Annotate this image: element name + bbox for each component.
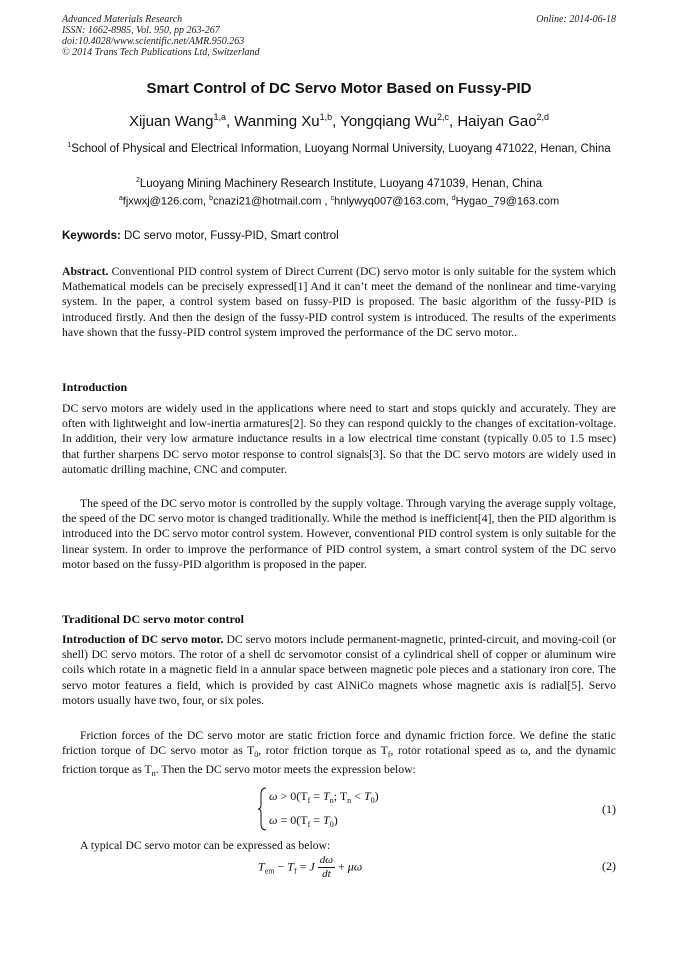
paragraph-text: DC servo motors include permanent-magnetic, printed-circuit, and moving-coil (or shell) DC servo motors. The rotor of a shell dc servomotor consist of a cylindrical shell of copper or aluminum wire coils which rotate in a magnetic field in a annular space between magnetic pole pieces and a stationary iron core. The servo motor features a field, which is provided by cast AlNiCo magnets whose magnetic axis is radial[5]. Servo motors usually have two, four, or six poles. — [62, 633, 616, 707]
equation-1-line-1: $\omega > 0(T_f = T_n$; $T_n < T_0$) — [269, 789, 379, 805]
traditional-paragraph-1 — [62, 632, 616, 708]
section-heading-traditional: Traditional DC servo motor control — [62, 612, 244, 626]
online-date: Online: 2014-06-18 — [536, 14, 616, 25]
affiliation-sup: 2 — [135, 177, 140, 184]
email: cnazi21@hotmail.com — [213, 195, 322, 208]
equation-number: (1) — [602, 802, 616, 816]
journal-doi: doi:10.4028/www.scientific.net/AMR.950.263 — [62, 36, 245, 47]
keywords-text: DC servo motor, Fussy-PID, Smart control — [124, 230, 339, 242]
email-sup: c — [330, 195, 335, 202]
author-sup: 2,c — [436, 112, 449, 122]
affiliation-text: School of Physical and Electrical Information, Luoyang Normal University, Luoyang 471022, Henan, China — [71, 142, 611, 155]
abstract-text: Conventional PID control system of Direct Current (DC) servo motor is only suitable for the system which Mathematical models can be precisely expressed[1] And it can’t meet the demand of the nonlinear and time-varying system. In the paper, a control system based on fussy-PID is proposed. The basic algorithm of the fussy-PID is introduced firstly. And then the design of the fussy-PID control system is introduced. The results of the experiments have shown that the fussy-PID control system improved the performance of the DC servo motor.. — [62, 265, 616, 339]
affiliation-1 — [62, 139, 616, 156]
traditional-paragraph-2 — [62, 728, 616, 782]
subscript: f — [387, 750, 391, 760]
journal-name: Advanced Materials Research — [62, 14, 183, 25]
author-sup: 1,b — [319, 112, 333, 122]
equation-1 — [62, 786, 616, 834]
email-sup: d — [451, 195, 456, 202]
equation-1-line-2: $\omega = 0(T_f = T_0)$ — [269, 813, 338, 829]
journal-issn: ISSN: 1662-8985, Vol. 950, pp 263-267 — [62, 25, 220, 36]
fraction: $\frac{d\omega}{dt}$ — [319, 854, 333, 880]
email: hnlywyq007@163.com — [334, 195, 446, 208]
traditional-paragraph-3: A typical DC servo motor can be expressed as below: — [80, 839, 331, 852]
keywords-label: Keywords: — [62, 230, 121, 242]
abstract — [62, 264, 616, 340]
paragraph-text: . Then the DC servo motor meets the expression below: — [155, 763, 416, 777]
introduction-paragraph-2: The speed of the DC servo motor is controlled by the supply voltage. Through varying the average supply voltage, the speed of the DC servo motor is changed traditionally. While the method is inefficient[4], then the PID algorithm is introduced into the DC servo motor control system. However, conventional PID control system is only suitable for the linear system. In order to improve the performance of PID control system, a smart control system of the DC servo motor based on the fussy-PID algorithm is proposed in the paper. — [62, 497, 616, 571]
email-sup: b — [209, 195, 214, 202]
equation-number: (2) — [602, 859, 616, 873]
affiliation-text: Luoyang Mining Machinery Research Institute, Luoyang 471039, Henan, China — [139, 177, 543, 190]
email: Hygao_79@163.com — [455, 195, 560, 208]
affiliation-sup: 1 — [67, 142, 72, 149]
subscript: 0 — [254, 750, 259, 760]
paragraph-text: Friction forces of the DC servo motor are static friction force and dynamic friction force. We define the static friction torque of DC servo motor as T — [62, 729, 616, 758]
journal-copyright: © 2014 Trans Tech Publications Ltd, Switzerland — [62, 47, 260, 58]
subscript: n — [151, 769, 156, 779]
paragraph-text: , rotor rotational speed as ω, and the dynamic friction torque as T — [62, 744, 616, 777]
abstract-label: Abstract. — [62, 265, 109, 278]
author-sup: 1,a — [213, 112, 226, 122]
author-name: Yongqiang Wu — [340, 113, 437, 130]
equation-2-body: $T_{em} - T_f = J$ $\frac{d\omega}{dt}$ + μω — [258, 854, 363, 880]
author-list: Xijuan Wang$^{1,a}$, Wanming Xu$^{1,b}$, Yongqiang Wu$^{2,c}$, Haiyan Gao$^{2,d}$ — [128, 112, 550, 130]
subsection-runin: Introduction of DC servo motor. — [62, 633, 224, 646]
author-sup: 2,d — [536, 112, 550, 122]
paragraph-text: , rotor friction torque as T — [258, 744, 388, 758]
author-name: Wanming Xu — [234, 113, 320, 130]
author-name: Xijuan Wang — [128, 113, 214, 130]
email-sup: a — [118, 195, 123, 202]
equation-2 — [62, 852, 616, 886]
journal-header — [62, 14, 616, 58]
left-brace — [258, 786, 268, 832]
keywords — [62, 230, 616, 242]
affiliation-2 — [62, 174, 616, 191]
author-name: Haiyan Gao — [457, 113, 537, 130]
email: fjxwxj@126.com — [122, 195, 204, 208]
email-list: $^a$fjxwxj@126.com, $^b$cnazi21@hotmail.com , $^c$hnlywyq007@163.com, $^d$Hygao_79@163.com — [118, 195, 560, 208]
introduction-paragraph-1: DC servo motors are widely used in the applications where need to start and stops quickly and accurately. They are often with lightweight and low-inertia armatures[2]. So they can respond quickly to the changes of excitation-voltage. In addition, their very low armature inductance results in a low electrical time constant (typically 0.05 to 1.5 msec) that further sharpens DC servo motor response to control signals[3]. So that the DC servo motors are widely used in automatic drilling machine, CNC and computer. — [62, 402, 616, 476]
section-heading-introduction: Introduction — [62, 380, 128, 394]
paper-title: Smart Control of DC Servo Motor Based on Fussy-PID — [146, 80, 532, 97]
